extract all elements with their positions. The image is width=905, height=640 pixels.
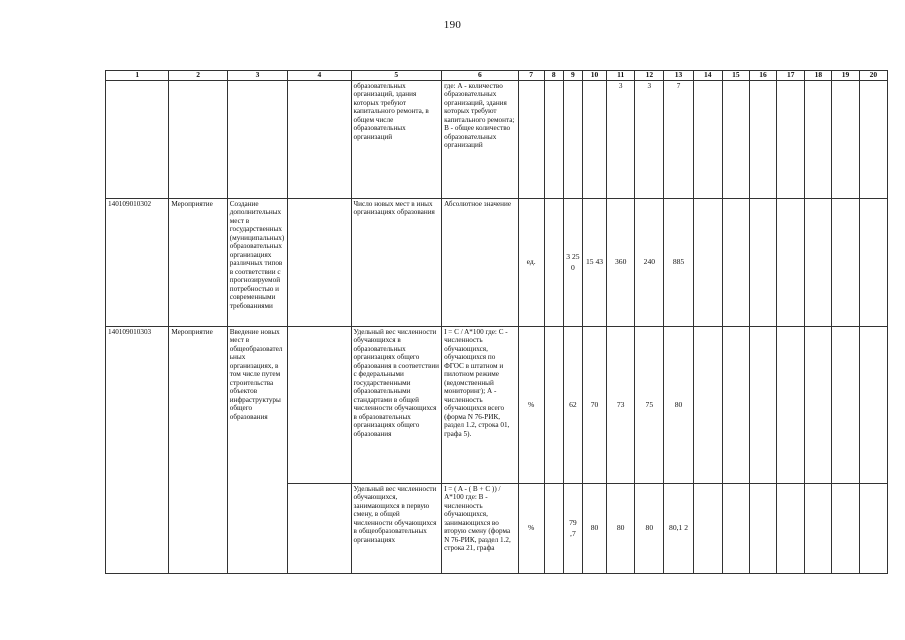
column-header: 20 xyxy=(859,71,887,81)
table-row-continuation xyxy=(106,81,888,199)
column-header: 14 xyxy=(693,71,722,81)
description-cell: Введение новых мест в общеобразовательных организациях, в том числе путем строительства объектов инфраструктуры общего образования xyxy=(227,327,287,574)
value-cell: 7 xyxy=(664,81,693,199)
column-header: 16 xyxy=(749,71,776,81)
value-cell: 885 xyxy=(664,199,693,327)
indicators-table xyxy=(105,70,888,574)
table-row xyxy=(106,199,888,327)
value-cell: 3 25 0 xyxy=(563,199,582,327)
description-cell: Создание дополнительных мест в государственных (муниципальных) образовательных организациях различных типов в соответствии с прогнозируемой потребностью и современными требованиями xyxy=(227,199,287,327)
value-cell: 3 xyxy=(635,81,664,199)
type-cell: Мероприятие xyxy=(169,199,227,327)
column-header: 8 xyxy=(544,71,563,81)
code-cell: 140109010303 xyxy=(106,327,169,574)
value-cell: 75 xyxy=(635,327,664,484)
indicator-cell: Удельный вес численности обучающихся в образовательных организациях общего образования в соответствии с федеральными государственными образовательными стандартами в общей численности обучающихся в образовательных организациях общего образования xyxy=(351,327,442,484)
method-cell: I = C / A*100 где: C - численность обучающихся, обучающихся по ФГОС в штатном и пилотном режиме (ведомственный мониторинг); А - численность обучающихся всего (форма N 76-РИК, раздел 1.2, строка 01, графа 5). xyxy=(442,327,518,484)
method-cell: где: А - количество образовательных организаций, здания которых требуют капитального ремонта; В - общее количество образовательных организаций xyxy=(442,81,518,199)
column-header: 19 xyxy=(832,71,859,81)
column-header: 15 xyxy=(722,71,749,81)
column-header: 1 xyxy=(106,71,169,81)
method-cell: I = ( A - ( B + C )) / A*100 где: B - численность обучающихся, занимающихся во вторую смену (форма N 76-РИК, раздел 1.2, строка 21, графа xyxy=(442,484,518,574)
column-header: 10 xyxy=(582,71,606,81)
value-cell: 360 xyxy=(607,199,635,327)
value-cell: 80,1 2 xyxy=(664,484,693,574)
unit-cell: % xyxy=(518,327,544,484)
value-cell: 15 43 xyxy=(582,199,606,327)
value-cell: 73 xyxy=(607,327,635,484)
unit-cell: ед. xyxy=(518,199,544,327)
indicator-cell: Число новых мест в иных организациях образования xyxy=(351,199,442,327)
column-header: 9 xyxy=(563,71,582,81)
column-header: 5 xyxy=(351,71,442,81)
column-header: 11 xyxy=(607,71,635,81)
value-cell: 70 xyxy=(582,327,606,484)
code-cell: 140109010302 xyxy=(106,199,169,327)
header-row xyxy=(106,71,888,81)
column-header: 18 xyxy=(805,71,832,81)
value-cell: 240 xyxy=(635,199,664,327)
value-cell: 80 xyxy=(582,484,606,574)
table-row xyxy=(106,327,888,484)
value-cell: 79 ,7 xyxy=(563,484,582,574)
column-header: 17 xyxy=(777,71,805,81)
indicator-cell: Удельный вес численности обучающихся, занимающихся в первую смену, в общей численности обучающихся в общеобразовательных организациях xyxy=(351,484,442,574)
column-header: 12 xyxy=(635,71,664,81)
column-header: 3 xyxy=(227,71,287,81)
indicator-cell: образовательных организаций, здания которых требуют капитального ремонта, в общем числе образовательных организаций xyxy=(351,81,442,199)
page-number: 190 xyxy=(443,19,462,31)
value-cell: 3 xyxy=(607,81,635,199)
method-cell: Абсолютное значение xyxy=(442,199,518,327)
value-cell: 62 xyxy=(563,327,582,484)
value-cell: 80 xyxy=(664,327,693,484)
column-header: 13 xyxy=(664,71,693,81)
column-header: 4 xyxy=(288,71,351,81)
value-cell: 80 xyxy=(607,484,635,574)
column-header: 2 xyxy=(169,71,227,81)
value-cell: 80 xyxy=(635,484,664,574)
unit-cell: % xyxy=(518,484,544,574)
type-cell: Мероприятие xyxy=(169,327,227,574)
column-header: 7 xyxy=(518,71,544,81)
column-header: 6 xyxy=(442,71,518,81)
